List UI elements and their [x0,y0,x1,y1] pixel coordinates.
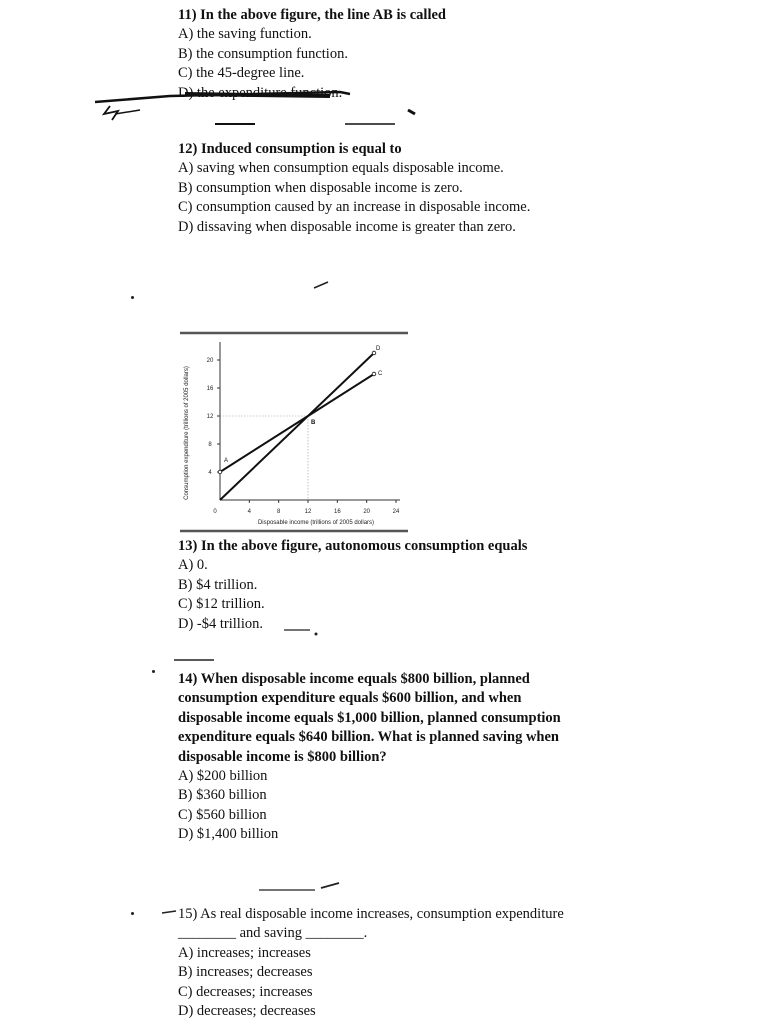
y-tick-label-3: 16 [206,386,214,392]
question-11-option-d: D) the expenditure function. [178,84,343,101]
stray-dot [131,296,134,299]
question-15 [178,905,588,1021]
question-15-option-c: C) decreases; increases [178,983,313,1000]
series-line-0 [220,416,308,472]
consumption-function-chart [176,330,412,536]
question-13-option-d: D) -$4 trillion. [178,615,263,632]
question-12 [178,140,588,237]
x-tick-label-5: 20 [363,509,371,515]
y-tick-label-1: 8 [208,442,212,448]
y-tick-label-0: 4 [208,470,212,476]
stray-dot-2 [152,670,155,673]
stray-dash-mark-2 [255,880,345,894]
stray-dash-mark [170,656,220,666]
stray-mark [312,280,332,290]
chart-plot-area [207,342,400,515]
question-12-option-a: A) saving when consumption equals disposable income. [178,160,504,177]
question-13 [178,537,588,634]
x-tick-label-4: 16 [333,509,341,515]
x-tick-label-2: 8 [276,509,281,515]
question-12-stem: 12) Induced consumption is equal to [178,141,402,157]
question-14-option-c: C) $560 billion [178,806,267,823]
question-15-stem: 15) As real disposable income increases, consumption expenditure ________ and saving ________. [178,906,564,942]
question-15-option-a: A) increases; increases [178,944,311,961]
question-14 [178,670,588,845]
chart-svg [176,330,412,536]
question-12-option-b: B) consumption when disposable income is zero. [178,179,463,196]
chart-xlabel: Disposable income (trillions of 2005 dollars) [257,520,375,526]
point-label-a: A [224,458,229,464]
question-14-option-d: D) $1,400 billion [178,826,279,843]
question-11-stem: 11) In the above figure, the line AB is called [178,7,446,23]
x-tick-label-6: 24 [392,509,400,515]
stray-dash-mark-3 [160,908,180,918]
question-13-option-b: B) $4 trillion. [178,576,258,593]
question-15-option-b: B) increases; decreases [178,964,313,981]
point-label-b: B [311,420,316,426]
question-14-option-a: A) $200 billion [178,768,268,785]
x-tick-label-3: 12 [304,509,312,515]
point-label-c: C [378,371,383,377]
question-13-stem: 13) In the above figure, autonomous consumption equals [178,538,528,554]
question-14-stem: 14) When disposable income equals $800 billion, planned consumption expenditure equals $600 billion, and when disposable income equals $1,000 billion, planned consumption expenditure equals $640 billion. What is planned saving when disposable income is $800 billion? [178,671,561,765]
question-13-option-c: C) $12 trillion. [178,596,265,613]
y-tick-label-4: 20 [206,358,214,364]
series-line-1 [308,374,374,416]
y-tick-label-2: 12 [206,414,214,420]
x-tick-label-0: 0 [213,509,217,515]
point-c [372,372,376,376]
question-14-option-b: B) $360 billion [178,787,267,804]
answer-underline-mark [282,626,322,638]
point-a [218,470,222,474]
chart-ylabel: Consumption expenditure (trillions of 2005 dollars) [184,366,190,500]
question-13-option-a: A) 0. [178,557,208,574]
question-12-option-c: C) consumption caused by an increase in disposable income. [178,199,531,216]
question-11-option-a: A) the saving function. [178,26,312,43]
x-tick-label-1: 4 [247,509,252,515]
question-15-option-d: D) decreases; decreases [178,1003,316,1020]
scribble-mark [90,84,420,134]
question-11-option-b: B) the consumption function. [178,45,348,62]
question-11-option-c: C) the 45-degree line. [178,65,305,82]
stray-dot-3 [131,912,134,915]
series-line-2 [220,353,374,500]
question-12-option-d: D) dissaving when disposable income is greater than zero. [178,218,516,235]
point-label-d: D [376,346,381,352]
